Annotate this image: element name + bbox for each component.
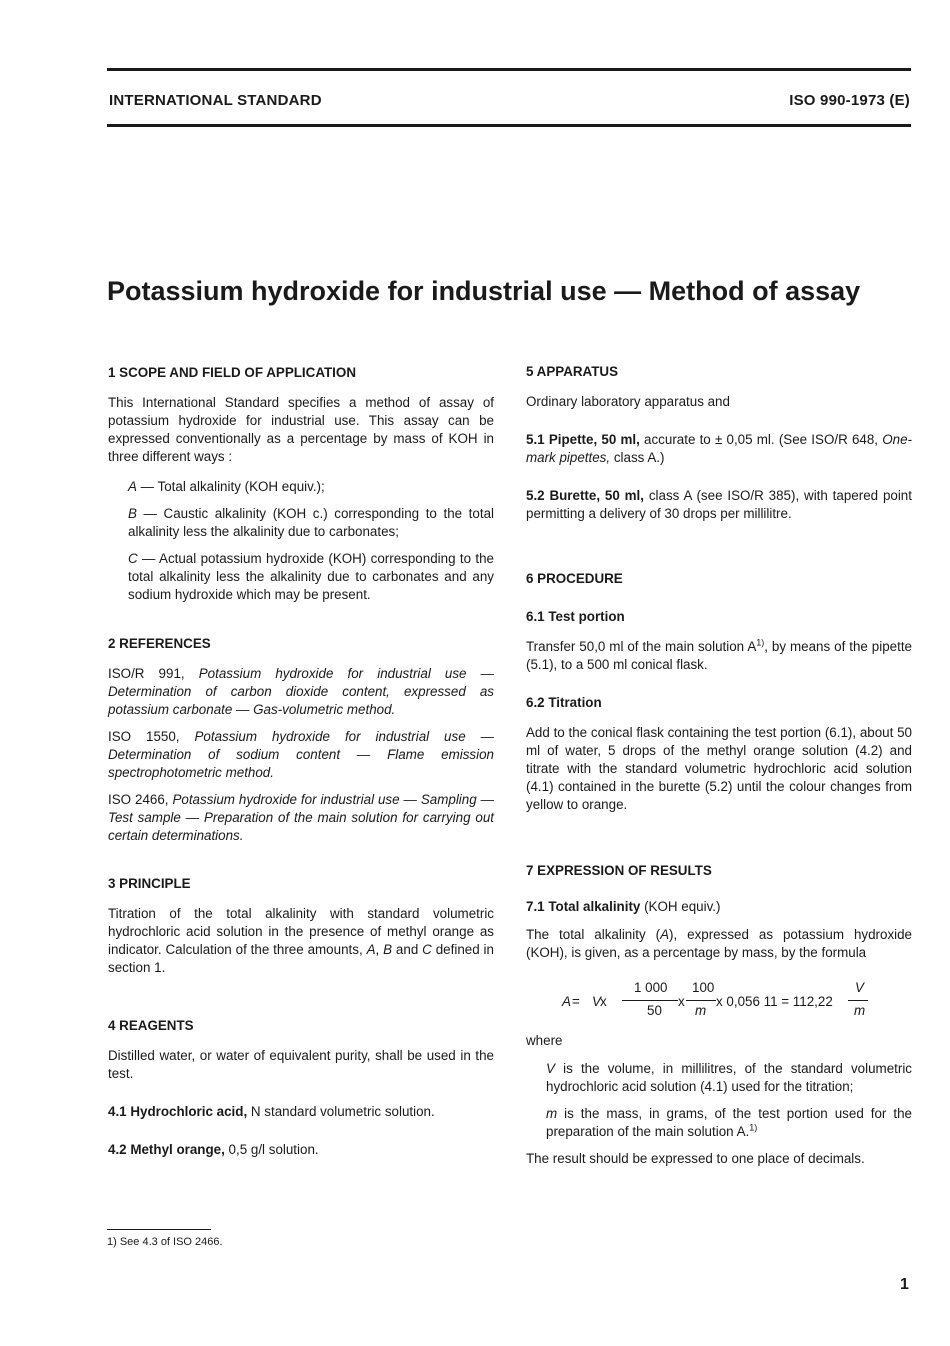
formula-num-v: V: [855, 980, 864, 995]
formula-fraction-bar-2: [686, 1000, 716, 1001]
reference-3: ISO 2466, Potassium hydroxide for industrial use — Sampling — Test sample — Preparation of the main solution for carrying out certain determinations.: [108, 792, 494, 843]
formula-num-1000: 1 000: [634, 980, 668, 995]
apparatus-5-1: 5.1 Pipette, 50 ml, accurate to ± 0,05 ml. (See ISO/R 648, One-mark pipettes, class A.): [526, 432, 912, 465]
reagent-4-2: 4.2 Methyl orange, 0,5 g/l solution.: [108, 1142, 319, 1157]
section-1-intro: This International Standard specifies a method of assay of potassium hydroxide for industrial use. This assay can be expressed conventionally as a percentage by mass of KOH in three different ways :: [108, 395, 494, 464]
page-title: Potassium hydroxide for industrial use — Method of assay: [107, 276, 861, 306]
page-number: 1: [900, 1276, 909, 1293]
section-2-heading: 2 REFERENCES: [108, 636, 211, 651]
formula-den-50: 50: [647, 1003, 662, 1018]
right-column: [526, 363, 912, 1168]
subsection-6-1-text: Transfer 50,0 ml of the main solution $A^{1)}$, by means of the pipette (5.1), to a 500 ml conical flask.: [526, 637, 912, 672]
apparatus-5-2: 5.2 Burette, 50 ml, class A (see ISO/R 385), with tapered point permitting a delivery of 30 drops per millilitre.: [526, 488, 912, 521]
section-5-text: Ordinary laboratory apparatus and: [526, 394, 730, 409]
subsection-7-1-heading: 7.1 Total alkalinity (KOH equiv.): [526, 899, 721, 914]
reference-2: ISO 1550, Potassium hydroxide for industrial use — Determination of sodium content — Flame emission spectrophotometric method.: [108, 729, 494, 780]
footnote: 1) See 4.3 of ISO 2466.: [107, 1236, 223, 1248]
section-4-text: Distilled water, or water of equivalent purity, shall be used in the test.: [108, 1048, 494, 1081]
section-4-heading: 4 REAGENTS: [108, 1018, 194, 1033]
formula-den-m-2: m: [854, 1003, 866, 1018]
top-rule: [107, 68, 911, 71]
formula-num-100: 100: [692, 980, 715, 995]
result-precision-note: The result should be expressed to one place of decimals.: [526, 1151, 865, 1166]
section-7-heading: 7 EXPRESSION OF RESULTS: [526, 863, 712, 878]
section-1-heading: 1 SCOPE AND FIELD OF APPLICATION: [108, 365, 356, 380]
subsection-7-1-text: The total alkalinity (A), expressed as potassium hydroxide (KOH), is given, as a percentage by mass, by the formula: [526, 927, 913, 960]
subsection-6-2-heading: 6.2 Titration: [526, 695, 602, 710]
left-column: [108, 364, 494, 1159]
header-rule: [107, 124, 911, 127]
formula-times-2: x: [678, 994, 685, 1009]
formula-fraction-bar-3: [848, 1000, 868, 1001]
section-3-text: Titration of the total alkalinity with standard volumetric hydrochloric acid solution in the presence of methyl orange as indicator. Calculation of the three amounts, A, B and C defined in section 1.: [108, 906, 494, 975]
where-v-definition: V is the volume, in millilitres, of the standard volumetric hydrochloric acid solution (4.1) used for the titration;: [546, 1061, 912, 1094]
formula-lhs: A: [562, 994, 571, 1009]
where-m-definition: m is the mass, in grams, of the test portion used for the preparation of the main solution A.$^{1)}$: [546, 1106, 912, 1139]
header-standard-label: INTERNATIONAL STANDARD: [109, 92, 322, 109]
formula-v: V: [592, 994, 601, 1009]
scope-item-a: A — Total alkalinity (KOH equiv.);: [128, 479, 325, 494]
reagent-4-1: 4.1 Hydrochloric acid, N standard volumetric solution.: [108, 1104, 435, 1119]
scope-item-c: C — Actual potassium hydroxide (KOH) corresponding to the total alkalinity less the alkalinity due to carbonates and any sodium hydroxide which may be present.: [128, 551, 494, 602]
reference-1: ISO/R 991, Potassium hydroxide for industrial use — Determination of carbon dioxide content, expressed as potassium carbonate — Gas-volumetric method.: [108, 666, 494, 717]
formula-times-1: x: [600, 994, 607, 1009]
header-standard-number: ISO 990-1973 (E): [789, 92, 910, 109]
formula-coefficient: x 0,056 11 = 112,22: [716, 994, 833, 1009]
where-label: where: [526, 1033, 563, 1048]
subsection-6-1-heading: 6.1 Test portion: [526, 609, 625, 624]
footnote-rule: [107, 1229, 211, 1230]
formula-den-m: m: [695, 1003, 707, 1018]
section-3-heading: 3 PRINCIPLE: [108, 876, 191, 891]
formula-fraction-bar-1: [622, 1000, 678, 1001]
section-5-heading: 5 APPARATUS: [526, 364, 619, 379]
formula-equals: =: [572, 994, 580, 1009]
section-6-heading: 6 PROCEDURE: [526, 571, 623, 586]
subsection-6-2-text: Add to the conical flask containing the test portion (6.1), about 50 ml of water, 5 drops of the methyl orange solution (4.2) and titrate with the standard volumetric hydrochloric acid solution (4.1) contained in the burette (5.2) until the colour changes from yellow to orange.: [526, 725, 912, 812]
total-alkalinity-formula: [562, 980, 882, 1024]
scope-item-b: B — Caustic alkalinity (KOH c.) corresponding to the total alkalinity less the alkalinity due to carbonates;: [128, 506, 494, 539]
